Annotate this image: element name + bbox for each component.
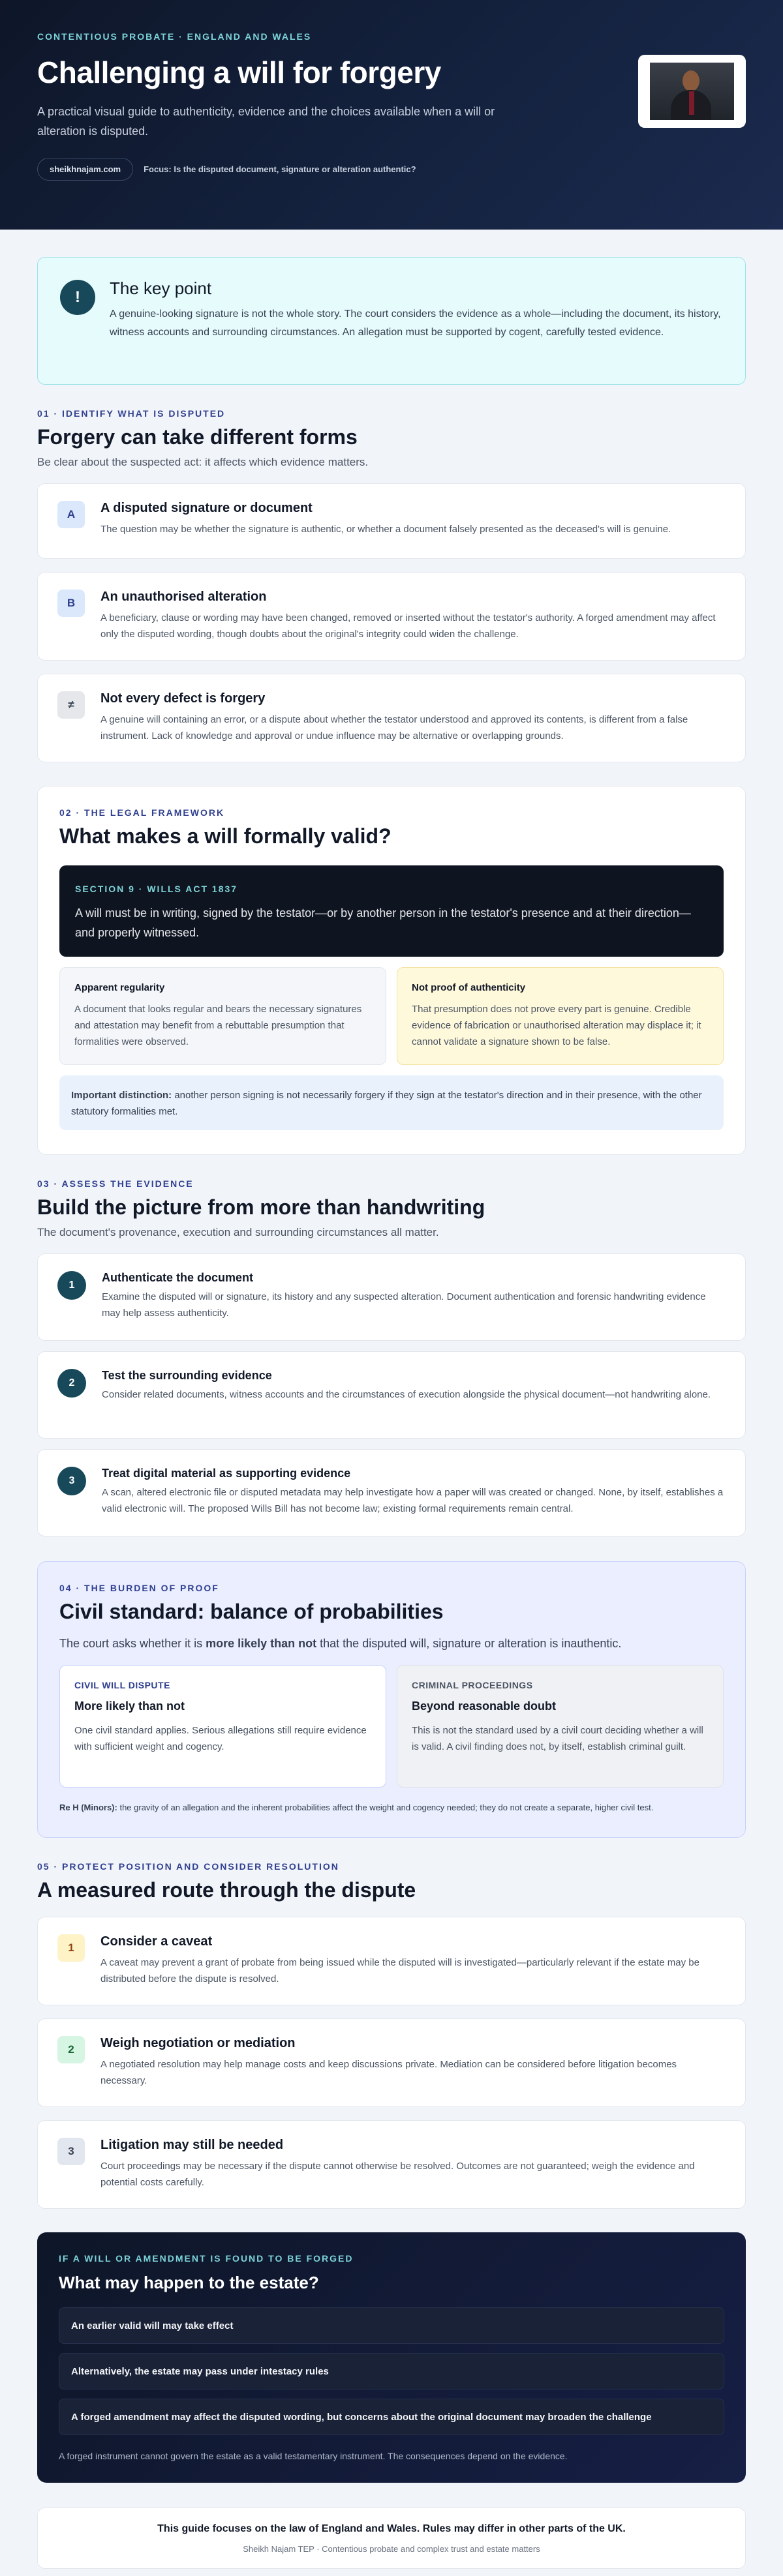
step-text: A caveat may prevent a grant of probate from being issued while the disputed will is investigated—particularly relevant if the estate may be distributed before the dispute is resolved.: [100, 1957, 699, 1984]
box-title: Beyond reasonable doubt: [412, 1700, 557, 1713]
section-legal-framework: [37, 786, 746, 1155]
author-portrait-frame: [638, 55, 746, 128]
outcome-item: Alternatively, the estate may pass under intestacy rules: [59, 2353, 724, 2389]
footer-jurisdiction: This guide focuses on the law of England and Wales. Rules may differ in other parts of the UK.: [157, 2523, 626, 2534]
step-text: A scan, altered electronic file or disputed metadata may help investigate how a paper will was created or changed. None, by itself, establishes a valid electronic will. The proposed Wills Bill has not become law; existing formal requirements remain central.: [102, 1487, 724, 1514]
section-title: Civil standard: balance of probabilities: [59, 1600, 444, 1623]
section-forms: [37, 408, 746, 762]
evidence-step: [37, 1253, 746, 1341]
step-number: 3: [57, 2138, 85, 2165]
card-text: The question may be whether the signature is authentic, or whether a document falsely presented as the deceased's will is genuine.: [100, 524, 671, 535]
section-eyebrow: 04 · THE BURDEN OF PROOF: [59, 1583, 219, 1593]
exclamation-icon: !: [60, 280, 95, 315]
step-number: 1: [57, 1934, 85, 1962]
card-text: A genuine will containing an error, or a dispute about whether the testator understood and approved its contents, is different from a false instrument. Lack of knowledge and approval or undue influence may be alternative or overlapping grounds.: [100, 714, 688, 741]
outcome-note: A forged instrument cannot govern the estate as a valid testamentary instrument. The consequences depend on the evidence.: [59, 2451, 568, 2461]
card-title: An unauthorised alteration: [100, 590, 267, 604]
statute-label: SECTION 9 · WILLS ACT 1837: [75, 884, 238, 894]
section-title: What makes a will formally valid?: [59, 824, 392, 848]
statute-text: A will must be in writing, signed by the testator—or by another person in the testator's presence and at their direction—and properly witnessed.: [75, 906, 691, 939]
statute-box: [59, 865, 724, 957]
card-text: A beneficiary, clause or wording may have been changed, removed or inserted without the testator's authority. A forged amendment may affect only the disputed wording, though doubts about the original's integrity could widen the challenge.: [100, 612, 716, 640]
step-title: Weigh negotiation or mediation: [100, 2036, 296, 2050]
box-text: One civil standard applies. Serious allegations still require evidence with sufficient weight and cogency.: [74, 1725, 367, 1752]
route-step: [37, 2120, 746, 2209]
section-forged-outcomes: [37, 2232, 746, 2483]
section-subtitle: The document's provenance, execution and surrounding circumstances all matter.: [37, 1226, 439, 1238]
step-text: Consider related documents, witness accounts and the circumstances of execution alongside the physical document—not handwriting alone.: [102, 1389, 711, 1400]
step-title: Consider a caveat: [100, 1934, 213, 1949]
section-resolution: [37, 1861, 746, 2209]
section-eyebrow: 03 · ASSESS THE EVIDENCE: [37, 1178, 194, 1189]
section-burden-of-proof: [37, 1561, 746, 1838]
box-tag: CIVIL WILL DISPUTE: [74, 1680, 170, 1690]
form-card: [37, 483, 746, 559]
main-content: [0, 257, 783, 2569]
hero-banner: [0, 0, 783, 230]
outcome-item: An earlier valid will may take effect: [59, 2307, 724, 2344]
card-title: A disputed signature or document: [100, 501, 313, 515]
hero-focus: Focus: Is the disputed document, signature or alteration authentic?: [144, 164, 416, 174]
section-eyebrow: IF A WILL OR AMENDMENT IS FOUND TO BE FORGED: [59, 2253, 354, 2264]
section-eyebrow: 05 · PROTECT POSITION AND CONSIDER RESOLUTION: [37, 1861, 339, 1872]
hero-meta: [37, 158, 746, 181]
box-title: More likely than not: [74, 1700, 185, 1713]
box-text: A document that looks regular and bears the necessary signatures and attestation may benefit from a rebuttable presumption that formalities were observed.: [74, 1004, 362, 1047]
form-card: [37, 572, 746, 661]
distinction-note: [59, 1075, 724, 1130]
civil-standard-box: [59, 1665, 386, 1788]
presumption-comparison: [59, 967, 724, 1065]
distinction-label: Important distinction:: [71, 1090, 172, 1101]
box-title: Not proof of authenticity: [412, 982, 526, 993]
standard-comparison: [59, 1665, 724, 1788]
box-text: This is not the standard used by a civil court deciding whether a will is valid. A civil finding does not, by itself, establish criminal guilt.: [412, 1725, 703, 1752]
section-eyebrow: 02 · THE LEGAL FRAMEWORK: [59, 807, 225, 818]
not-proof-box: [397, 967, 724, 1065]
step-number: 1: [57, 1271, 86, 1300]
section-title: Forgery can take different forms: [37, 425, 358, 449]
badge-b: B: [57, 590, 85, 617]
outcome-item: A forged amendment may affect the disputed wording, but concerns about the original document may broaden the challenge: [59, 2399, 724, 2435]
hero-subtitle: A practical visual guide to authenticity, evidence and the choices available when a will or alteration is disputed.: [37, 105, 495, 138]
apparent-regularity-box: [59, 967, 386, 1065]
distinction-text: another person signing is not necessarily forgery if they sign at the testator's direction and in their presence, with the other statutory formalities met.: [71, 1090, 702, 1117]
step-title: Treat digital material as supporting evidence: [102, 1467, 351, 1480]
section-title: A measured route through the dispute: [37, 1878, 416, 1902]
step-text: A negotiated resolution may help manage costs and keep discussions private. Mediation can be considered before litigation becomes necessary.: [100, 2059, 677, 2086]
evidence-step: [37, 1449, 746, 1536]
step-title: Authenticate the document: [102, 1271, 254, 1284]
criminal-standard-box: [397, 1665, 724, 1788]
section-title: What may happen to the estate?: [59, 2273, 319, 2292]
author-portrait: [650, 63, 734, 120]
section-evidence: [37, 1178, 746, 1536]
step-number: 2: [57, 2036, 85, 2063]
box-title: Apparent regularity: [74, 982, 165, 993]
footer-byline: Sheikh Najam TEP · Contentious probate and complex trust and estate matters: [243, 2543, 540, 2554]
key-point-title: The key point: [110, 278, 212, 298]
burden-intro: The court asks whether it is more likely than not that the disputed will, signature or alteration is inauthentic.: [59, 1637, 622, 1650]
card-title: Not every defect is forgery: [100, 691, 266, 706]
page-footer: [37, 2508, 746, 2569]
badge-a: A: [57, 501, 85, 528]
step-number: 3: [57, 1467, 86, 1495]
page-title: Challenging a will for forgery: [37, 55, 441, 89]
box-tag: CRIMINAL PROCEEDINGS: [412, 1680, 533, 1690]
route-step: [37, 1917, 746, 2005]
author-site-link[interactable]: sheikhnajam.com: [37, 158, 133, 181]
hero-eyebrow: CONTENTIOUS PROBATE · ENGLAND AND WALES: [37, 31, 312, 42]
step-title: Litigation may still be needed: [100, 2138, 284, 2152]
re-h-note: Re H (Minors): the gravity of an allegation and the inherent probabilities affect the weight and cogency needed; they do not create a separate, higher civil test.: [59, 1803, 654, 1812]
key-point-text: A genuine-looking signature is not the whole story. The court considers the evidence as a whole—including the document, its history, witness accounts and surrounding circumstances. An allegation must be supported by cogent, carefully tested evidence.: [110, 308, 721, 338]
step-text: Examine the disputed will or signature, its history and any suspected alteration. Document authentication and forensic handwriting evidence may help assess authenticity.: [102, 1291, 706, 1319]
section-title: Build the picture from more than handwriting: [37, 1195, 485, 1219]
form-card: [37, 674, 746, 762]
route-step: [37, 2018, 746, 2107]
key-point-callout: [37, 257, 746, 385]
section-eyebrow: 01 · IDENTIFY WHAT IS DISPUTED: [37, 408, 226, 419]
not-equal-icon: ≠: [57, 691, 85, 719]
step-number: 2: [57, 1369, 86, 1398]
evidence-step: [37, 1351, 746, 1439]
section-subtitle: Be clear about the suspected act: it affects which evidence matters.: [37, 456, 369, 468]
step-title: Test the surrounding evidence: [102, 1369, 272, 1382]
step-text: Court proceedings may be necessary if the dispute cannot otherwise be resolved. Outcomes are not guaranteed; weigh the evidence and potential costs carefully.: [100, 2161, 695, 2188]
box-text: That presumption does not prove every part is genuine. Credible evidence of fabrication or unauthorised alteration may displace it; it cannot validate a signature shown to be false.: [412, 1004, 701, 1047]
